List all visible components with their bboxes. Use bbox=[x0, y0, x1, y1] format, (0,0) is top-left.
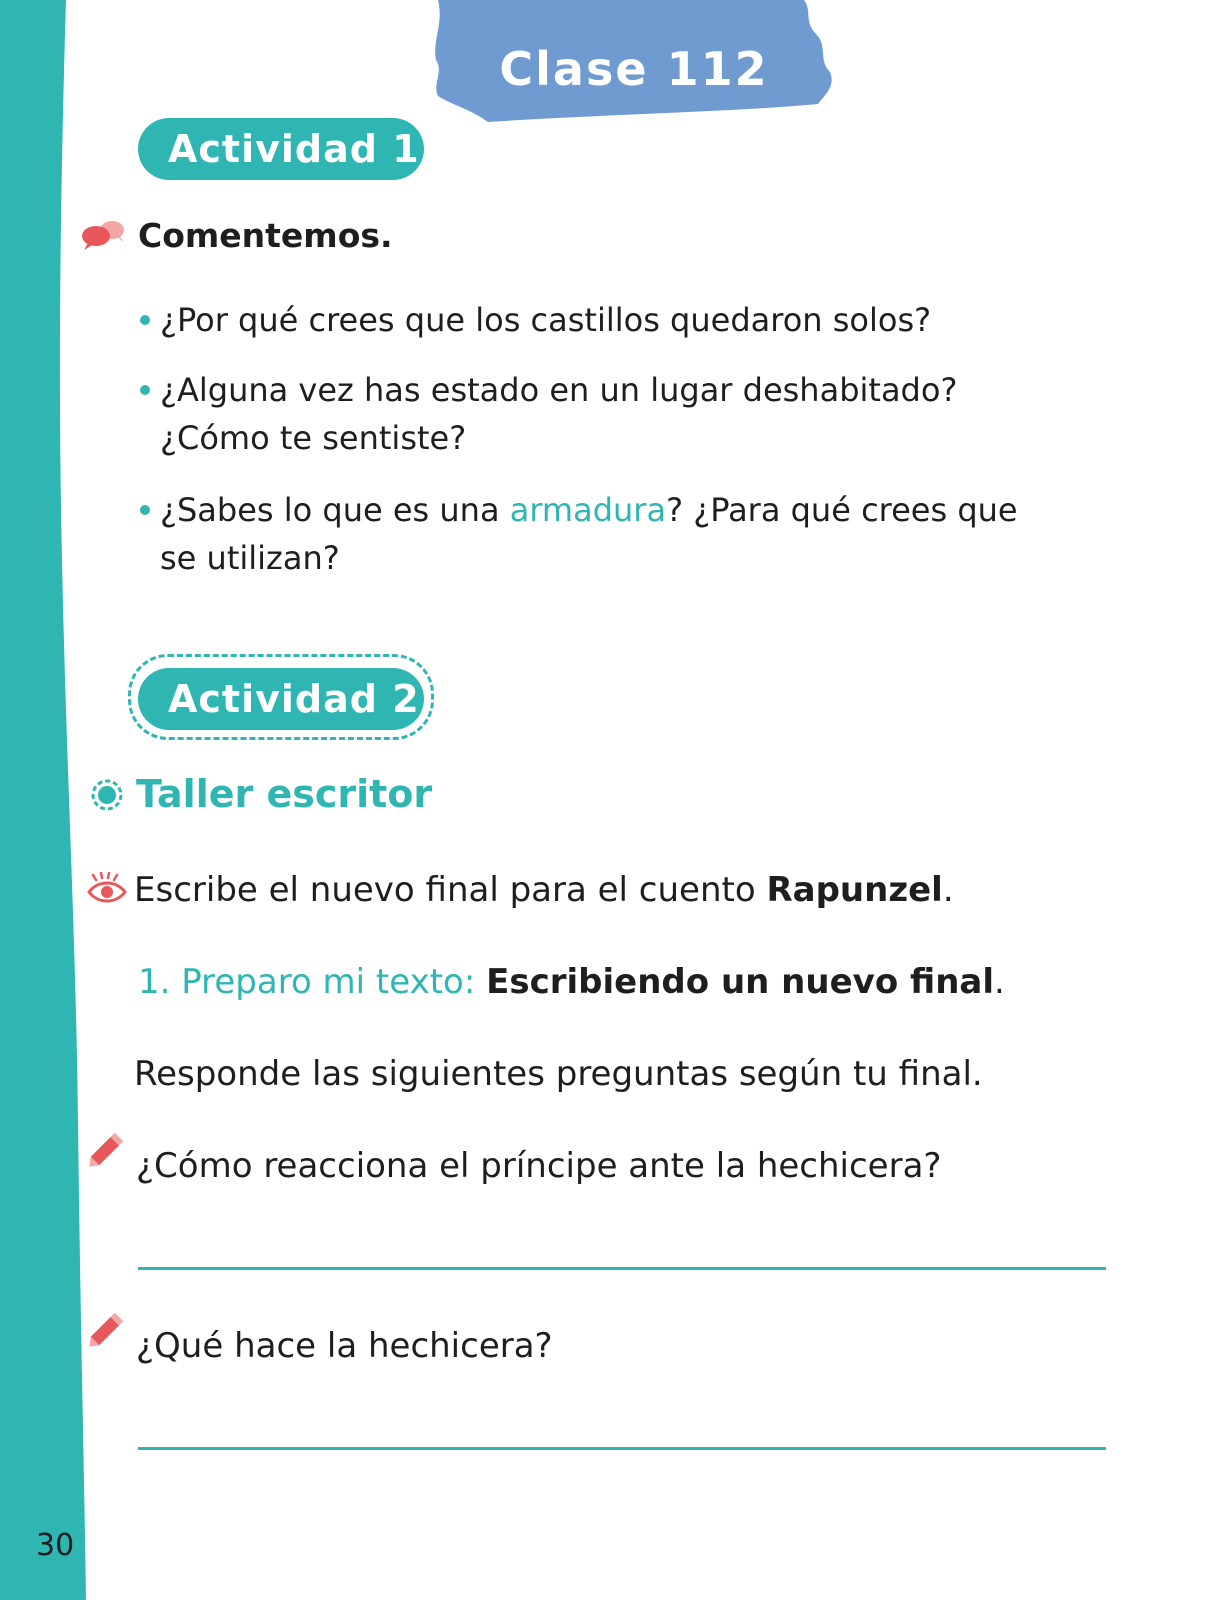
speech-bubbles-icon bbox=[80, 218, 126, 252]
story-title: Rapunzel bbox=[766, 870, 943, 910]
bullet-3 bbox=[140, 505, 150, 515]
question-2-line-1: ¿Alguna vez has estado en un lugar deshabitado? bbox=[160, 371, 958, 409]
instruction-end: . bbox=[942, 870, 954, 910]
question-3-line-1 bbox=[160, 486, 1018, 534]
pencil-icon bbox=[86, 1128, 128, 1170]
activity-1-badge: Actividad 1 bbox=[138, 118, 424, 180]
activity-2-badge: Actividad 2 bbox=[138, 668, 424, 730]
highlight-word-armadura: armadura bbox=[509, 491, 667, 529]
eye-icon bbox=[86, 872, 128, 906]
question-1: ¿Por qué crees que los castillos quedaron solos? bbox=[160, 301, 932, 339]
instruction-text: Escribe el nuevo final para el cuento bbox=[134, 870, 767, 910]
question-2-line-2: ¿Cómo te sentiste? bbox=[160, 419, 467, 457]
page-title: Clase 112 bbox=[499, 42, 769, 96]
bullet-1 bbox=[140, 315, 150, 325]
writing-instruction bbox=[134, 866, 954, 914]
step-heading bbox=[138, 958, 1005, 1006]
step-end: . bbox=[994, 962, 1005, 1002]
question-3-line-2: se utilizan? bbox=[160, 539, 340, 577]
page-number: 30 bbox=[36, 1528, 75, 1563]
target-icon bbox=[90, 778, 124, 812]
step-label: 1. Preparo mi texto: bbox=[138, 962, 487, 1002]
section-title-taller-escritor: Taller escritor bbox=[136, 772, 433, 816]
pencil-icon bbox=[86, 1308, 128, 1350]
answer-line-1[interactable] bbox=[138, 1267, 1106, 1270]
bullet-2 bbox=[140, 385, 150, 395]
question-3-text-after: ? ¿Para qué crees que bbox=[666, 491, 1018, 529]
step-title: Escribiendo un nuevo final bbox=[486, 962, 995, 1002]
answer-line-2[interactable] bbox=[138, 1447, 1106, 1450]
answer-question-2: ¿Qué hace la hechicera? bbox=[136, 1326, 553, 1366]
activity-1-prompt: Comentemos. bbox=[138, 216, 393, 255]
answer-question-1: ¿Cómo reacciona el príncipe ante la hechicera? bbox=[136, 1146, 942, 1186]
sub-instruction: Responde las siguientes preguntas según tu final. bbox=[134, 1054, 983, 1094]
question-3-text-before: ¿Sabes lo que es una bbox=[160, 491, 510, 529]
